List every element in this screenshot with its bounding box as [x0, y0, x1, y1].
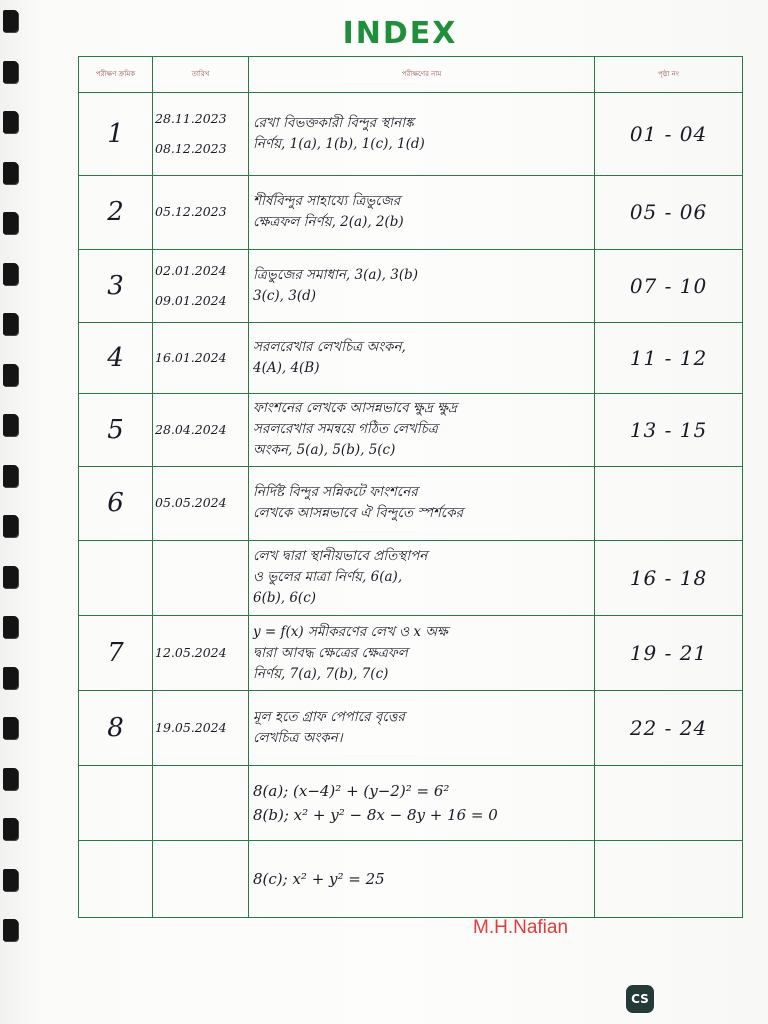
- experiment-name-line: দ্বারা আবদ্ধ ক্ষেত্রের ক্ষেত্রফল: [253, 644, 408, 661]
- binding-hole: [3, 364, 18, 386]
- date-text: 28.11.2023: [155, 110, 227, 126]
- date-cell: [153, 250, 249, 323]
- experiment-name-line: নির্দিষ্ট বিন্দুর সন্নিকটে ফাংশনের: [253, 484, 418, 501]
- experiment-name-line: ফাংশনের লেখকে আসন্নভাবে ক্ষুদ্র ক্ষুদ্র: [253, 400, 458, 417]
- binding-hole: [3, 263, 18, 285]
- header-row: [79, 57, 743, 93]
- page-range-cell: 07 - 10: [595, 250, 743, 323]
- page-range-cell: [595, 841, 743, 918]
- binding-hole: [3, 212, 18, 234]
- serial-cell: 2: [79, 175, 153, 250]
- binding-hole: [3, 465, 18, 487]
- experiment-name-line: 4(A), 4(B): [253, 359, 320, 376]
- table-row: [79, 93, 743, 176]
- experiment-name-cell: [249, 615, 595, 691]
- experiment-name-cell: [249, 691, 595, 766]
- table-row: [79, 394, 743, 467]
- date-text: 02.01.2024: [155, 262, 227, 278]
- binding-hole: [3, 566, 18, 588]
- experiment-name-line: 6(b), 6(c): [253, 590, 317, 607]
- header-name: পরীক্ষণের নাম: [249, 57, 595, 93]
- experiment-name-line: লেখকে আসন্নভাবে ঐ বিন্দুতে স্পর্শকের: [253, 505, 464, 522]
- experiment-name-line: ও ভুলের মাত্রা নির্ণয়, 6(a),: [253, 569, 403, 586]
- experiment-name-line: 3(c), 3(d): [253, 287, 317, 304]
- experiment-name-line: 8(a); (x−4)² + (y−2)² = 6²: [253, 782, 450, 801]
- experiment-name-cell: [249, 93, 595, 176]
- date-cell: [153, 175, 249, 250]
- experiment-name-line: লেখচিত্র অংকন।: [253, 730, 343, 747]
- table-row: [79, 615, 743, 691]
- date-cell: [153, 765, 249, 841]
- page-range-cell: [595, 466, 743, 541]
- experiment-name-cell: [249, 466, 595, 541]
- page-range-cell: 05 - 06: [595, 175, 743, 250]
- date-cell: [153, 841, 249, 918]
- page-range-cell: [595, 765, 743, 841]
- serial-cell: 8: [79, 691, 153, 766]
- experiment-name-line: অংকন, 5(a), 5(b), 5(c): [253, 442, 396, 459]
- binding-hole: [3, 616, 18, 638]
- date-cell: [153, 691, 249, 766]
- table-row: [79, 322, 743, 394]
- date-text: 08.12.2023: [155, 140, 227, 156]
- experiment-name-cell: [249, 765, 595, 841]
- experiment-name-line: 8(c); x² + y² = 25: [253, 870, 385, 889]
- date-cell: [153, 466, 249, 541]
- experiment-name-line: y = f(x) সমীকরণের লেখ ও x অক্ষ: [253, 623, 448, 640]
- serial-cell: [79, 541, 153, 616]
- binding-hole: [3, 162, 18, 184]
- binding-hole: [3, 919, 18, 941]
- signature: M.H.Nafian: [473, 917, 569, 938]
- date-cell: [153, 615, 249, 691]
- experiment-name-cell: [249, 250, 595, 323]
- serial-cell: 1: [79, 93, 153, 176]
- serial-cell: [79, 841, 153, 918]
- binding-hole: [3, 111, 18, 133]
- date-cell: [153, 93, 249, 176]
- binding-hole: [3, 768, 18, 790]
- serial-cell: 6: [79, 466, 153, 541]
- date-text: 05.12.2023: [155, 204, 227, 220]
- experiment-name-cell: [249, 175, 595, 250]
- header-serial: পরীক্ষণ ক্রমিক: [79, 57, 153, 93]
- camscanner-logo: CS: [626, 985, 654, 1013]
- experiment-name-line: ক্ষেত্রফল নির্ণয়, 2(a), 2(b): [253, 214, 404, 231]
- header-pages: পৃষ্ঠা নং: [595, 57, 743, 93]
- experiment-name-line: সরলরেখার লেখচিত্র অংকন,: [253, 338, 406, 355]
- binding-hole: [3, 667, 18, 689]
- date-text: 28.04.2024: [155, 421, 227, 437]
- experiment-name-line: নির্ণয়, 7(a), 7(b), 7(c): [253, 665, 389, 682]
- spiral-binding: [0, 10, 22, 970]
- table-row: [79, 466, 743, 541]
- page-range-cell: 16 - 18: [595, 541, 743, 616]
- experiment-name-line: লেখ দ্বারা স্থানীয়ভাবে প্রতিস্থাপন: [253, 548, 428, 565]
- date-text: 12.05.2024: [155, 645, 227, 660]
- binding-hole: [3, 818, 18, 840]
- table-row: [79, 250, 743, 323]
- experiment-name-line: সরলরেখার সমন্বয়ে গঠিত লেখচিত্র: [253, 421, 438, 438]
- date-text: 16.01.2024: [155, 349, 227, 365]
- date-cell: [153, 541, 249, 616]
- experiment-name-cell: [249, 394, 595, 467]
- binding-hole: [3, 869, 18, 891]
- page-range-cell: 13 - 15: [595, 394, 743, 467]
- date-cell: [153, 394, 249, 467]
- page-title: INDEX: [342, 16, 458, 51]
- experiment-name-line: ত্রিভুজের সমাধান, 3(a), 3(b): [253, 266, 419, 283]
- date-text: 19.05.2024: [155, 720, 227, 736]
- serial-cell: 3: [79, 250, 153, 323]
- experiment-name-line: রেখা বিভক্তকারী বিন্দুর স্থানাঙ্ক: [253, 114, 414, 131]
- table-row: [79, 175, 743, 250]
- binding-hole: [3, 515, 18, 537]
- experiment-name-cell: [249, 841, 595, 918]
- experiment-name-cell: [249, 322, 595, 394]
- table-row: [79, 841, 743, 918]
- date-text: 05.05.2024: [155, 495, 227, 511]
- serial-cell: 7: [79, 615, 153, 691]
- experiment-name-line: শীর্ষবিন্দুর সাহায্যে ত্রিভুজের: [253, 193, 401, 210]
- page-range-cell: 22 - 24: [595, 691, 743, 766]
- experiment-name-line: 8(b); x² + y² − 8x − 8y + 16 = 0: [253, 806, 498, 825]
- index-table: [78, 56, 743, 918]
- serial-cell: [79, 765, 153, 841]
- date-cell: [153, 322, 249, 394]
- table-row: [79, 691, 743, 766]
- serial-cell: 4: [79, 322, 153, 394]
- binding-hole: [3, 717, 18, 739]
- binding-hole: [3, 313, 18, 335]
- experiment-name-line: নির্ণয়, 1(a), 1(b), 1(c), 1(d): [253, 135, 425, 152]
- page-range-cell: 01 - 04: [595, 93, 743, 176]
- table-row: [79, 765, 743, 841]
- binding-hole: [3, 414, 18, 436]
- table-row: [79, 541, 743, 616]
- binding-hole: [3, 61, 18, 83]
- serial-cell: 5: [79, 394, 153, 467]
- experiment-name-cell: [249, 541, 595, 616]
- page-range-cell: 11 - 12: [595, 322, 743, 394]
- experiment-name-line: মূল হতে গ্রাফ পেপারে বৃত্তের: [253, 709, 405, 726]
- page-range-cell: 19 - 21: [595, 615, 743, 691]
- date-text: 09.01.2024: [155, 292, 227, 308]
- header-date: তারিখ: [153, 57, 249, 93]
